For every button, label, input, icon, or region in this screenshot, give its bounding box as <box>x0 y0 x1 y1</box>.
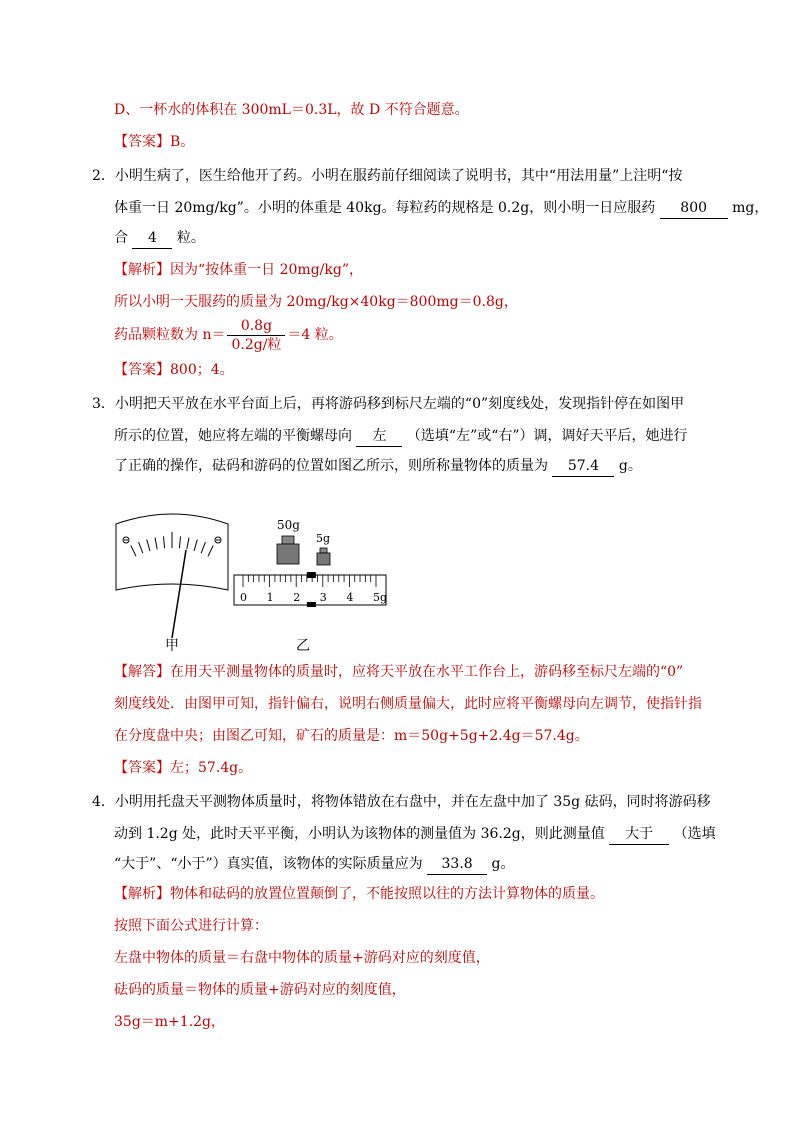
answer-text: B。 <box>170 134 195 150</box>
answer-text: 800；4。 <box>170 362 234 378</box>
q2-analysis-line3 <box>114 316 343 354</box>
answer-blank: 大于 <box>609 824 669 845</box>
answer-text: 左；57.4g。 <box>170 760 253 776</box>
q2-answer <box>114 360 234 380</box>
q2-stem-line2 <box>114 198 768 219</box>
stem-text: g。 <box>491 856 515 872</box>
question-number: 2． <box>92 168 115 184</box>
stem-text: 体重一日 20mg/kg”。小明的体重是 40kg。每粒药的规格是 0.2g，则小明一日应服药 <box>114 200 656 216</box>
ruler-frame <box>234 575 386 605</box>
stem-text: 小明用托盘天平测物体质量时，将物体错放在右盘中，并在左盘中加了 35g 砝码，同时将游码移 <box>114 794 711 810</box>
stem-text: 所示的位置，她应将左端的平衡螺母向 <box>114 428 352 444</box>
stem-text: （选填 <box>673 826 716 842</box>
stem-text: 动到 1.2g 处，此时天平平衡，小明认为该物体的测量值为 36.2g，则此测量值 <box>114 826 605 842</box>
balance-figure <box>110 510 400 660</box>
q4-stem-line3 <box>114 854 515 875</box>
rider-top <box>307 572 316 578</box>
ruler-tick-label: 1 <box>266 591 274 604</box>
rider-bottom <box>307 602 316 607</box>
q2-analysis-line2: 所以小明一天服药的质量为 20mg/kg×40kg＝800mg＝0.8g， <box>114 294 518 310</box>
weight-5g-icon <box>317 548 330 565</box>
question-number: 3． <box>92 396 115 412</box>
figure-label-yi: 乙 <box>296 638 310 654</box>
answer-blank: 4 <box>132 228 172 249</box>
analysis-tag: 【解析】 <box>114 886 170 902</box>
q4-analysis-line5: 35g＝m+1.2g， <box>114 1014 226 1030</box>
question-number: 4． <box>92 794 115 810</box>
answer-blank: 57.4 <box>552 456 614 477</box>
ruler-tick-label: 5g <box>373 591 388 604</box>
q1-answer <box>114 132 194 152</box>
q4-analysis-line4: 砝码的质量＝物体的质量+游码对应的刻度值， <box>114 982 406 998</box>
q3-stem-line2 <box>114 426 688 447</box>
weight-50g-icon <box>277 536 299 564</box>
stem-text: 小明生病了，医生给他开了药。小明在服药前仔细阅读了说明书，其中“用法用量”上注明“按 <box>114 168 683 184</box>
ruler-tick-label: 3 <box>319 591 327 604</box>
fraction-denominator: 0.2g/粒 <box>231 336 282 353</box>
fraction <box>227 317 285 354</box>
q3-stem-line3 <box>114 456 642 477</box>
analysis-text: 因为“按体重一日 20mg/kg”， <box>170 262 363 278</box>
q2-analysis-line1 <box>114 260 363 280</box>
q4-stem-line2 <box>114 824 716 845</box>
stem-text: “大于”、“小于”）真实值，该物体的实际质量应为 <box>114 856 423 872</box>
answer-tag: 【答案】 <box>114 362 170 378</box>
answer-tag: 【答案】 <box>114 760 170 776</box>
answer-blank: 左 <box>356 426 402 447</box>
stem-text: 合 <box>114 230 128 246</box>
stem-text: 粒。 <box>176 230 205 246</box>
q3-answer <box>114 758 252 778</box>
stem-text: mg， <box>732 200 769 216</box>
stem-text: g。 <box>618 458 642 474</box>
q4-analysis-line1 <box>114 884 604 904</box>
answer-tag: 【答案】 <box>114 134 170 150</box>
q3-stem-line1 <box>92 394 684 414</box>
q4-analysis-line2: 按照下面公式进行计算： <box>114 918 268 934</box>
fraction-numerator: 0.8g <box>227 317 285 336</box>
analysis-text: 药品颗粒数为 n＝ <box>114 327 226 343</box>
q2-stem-line3 <box>114 228 205 249</box>
ruler-tick-label: 4 <box>346 591 354 604</box>
weight-label-5g: 5g <box>316 532 331 545</box>
ruler-tick-label: 2 <box>293 591 301 604</box>
stem-text: （选填“左”或“右”）调，调好天平后，她进行 <box>406 428 688 444</box>
ruler-tick-label: 0 <box>240 591 247 604</box>
q2-stem-line1 <box>92 166 682 186</box>
analysis-text: ＝4 粒。 <box>287 327 343 343</box>
solution-text: 在用天平测量物体的质量时，应将天平放在水平工作台上，游码移至标尺左端的“0” <box>170 664 684 680</box>
stem-text: 小明把天平放在水平台面上后，再将游码移到标尺左端的“0”刻度线处，发现指针停在如图甲 <box>114 396 685 412</box>
q1-option-d: D、一杯水的体积在 300mL＝0.3L，故 D 不符合题意。 <box>114 102 469 118</box>
figure-label-jia: 甲 <box>165 638 179 654</box>
q3-solution-line2: 刻度线处．由图甲可知，指针偏右，说明右侧质量偏大，此时应将平衡螺母向左调节，使指针指 <box>114 696 702 712</box>
q3-solution-line1 <box>114 662 683 682</box>
solution-tag: 【解答】 <box>114 664 170 680</box>
analysis-tag: 【解析】 <box>114 262 170 278</box>
q4-analysis-line3: 左盘中物体的质量＝右盘中物体的质量+游码对应的刻度值， <box>114 950 490 966</box>
weight-label-50g: 50g <box>277 518 300 532</box>
q4-stem-line1 <box>92 792 711 812</box>
q3-solution-line3: 在分度盘中央；由图乙可知，矿石的质量是：m＝50g+5g+2.4g＝57.4g。 <box>114 728 589 744</box>
answer-blank: 800 <box>660 198 728 219</box>
answer-blank: 33.8 <box>427 854 487 875</box>
stem-text: 了正确的操作，砝码和游码的位置如图乙所示，则所称量物体的质量为 <box>114 458 548 474</box>
dial-plate <box>116 514 228 590</box>
analysis-text: 物体和砝码的放置位置颠倒了，不能按照以往的方法计算物体的质量。 <box>170 886 604 902</box>
